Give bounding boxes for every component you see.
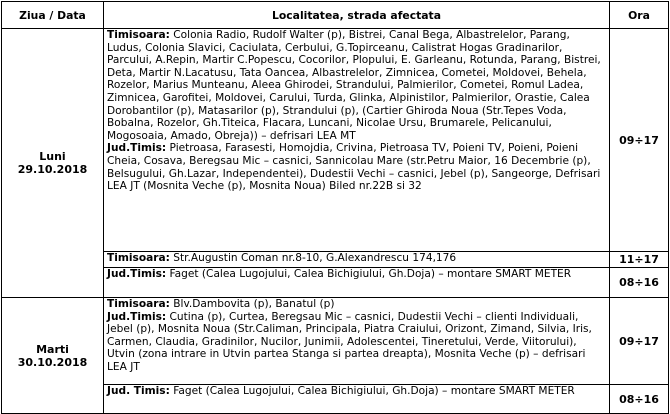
hours-cell: 09÷17	[610, 298, 669, 385]
header-row	[2, 2, 669, 29]
header-hours: Ora	[610, 2, 669, 29]
hours-cell: 08÷16	[610, 385, 669, 414]
day-date: 30.10.2018	[17, 355, 88, 369]
location-block	[107, 142, 606, 192]
location-text: Blv.Dambovita (p), Banatul (p)	[169, 298, 335, 310]
table-row	[2, 298, 669, 385]
location-cell	[104, 252, 610, 268]
region-label: Jud.Timis:	[107, 268, 167, 280]
location-text: Colonia Radio, Rudolf Walter (p), Bistrei, Canal Bega, Albastrelelor, Parang, Ludus, Colonia Slavici, Caciulata, Cerbului, G.Topirceanu, Calistrat Hogas Gradinarilor, Parcului, A.Repin, Martir C.Popescu, Cocorilor, Plopului, E. Garleanu, Rotunda, Parang, Bistrei, Deta, Martir N.Lacatusu, Tata Oancea, Albastrelelor, Zimnicea, Cometei, Moldovei, Behela, Rozelor, Marius Munteanu, Aleea Ghirodei, Strandului, Palmierilor, Cometei, Romul Ladea, Zimnicea, Garofitei, Moldovei, Carului, Turda, Glinka, Alpinistilor, Palmierilor, Orastie, Calea Dorobantilor (p), Matasarilor (p), Strandului (p), (Cartier Ghiroda Noua (Str.Tepes Voda, Bobalna, Rozelor, Gh.Titeica, Flacara, Luncani, Nicolae Ursu, Brumarele, Pelicanului, Mogosoaia, Amado, Obreja)) – defrisari LEA MT	[107, 29, 601, 142]
region-label: Jud.Timis:	[107, 142, 167, 155]
region-label: Jud. Timis:	[107, 385, 170, 397]
location-cell	[104, 268, 610, 298]
location-block	[107, 311, 606, 374]
location-cell	[104, 385, 610, 414]
day-name: Marti	[36, 342, 69, 356]
region-label: Timisoara:	[107, 29, 170, 41]
hours-cell: 09÷17	[610, 29, 669, 252]
date-cell	[2, 29, 104, 298]
location-block	[107, 298, 606, 311]
location-block	[107, 252, 606, 265]
location-cell	[104, 29, 610, 252]
day-date: 29.10.2018	[17, 163, 88, 176]
location-block	[107, 29, 606, 142]
location-text: Str.Augustin Coman nr.8-10, G.Alexandrescu 174,176	[169, 252, 457, 264]
location-block	[107, 268, 606, 281]
hours-cell: 11÷17	[610, 252, 669, 268]
outage-table	[1, 1, 669, 414]
region-label: Timisoara:	[107, 252, 170, 264]
hours-cell: 08÷16	[610, 268, 669, 298]
header-day-date: Ziua / Data	[2, 2, 104, 29]
location-block	[107, 385, 606, 398]
location-text: Cutina (p), Curtea, Beregsau Mic – casnici, Dudestii Vechi – clienti Individuali, Jebel (p), Mosnita Noua (Str.Caliman, Principala, Piatra Craiului, Orizont, Zimand, Silvia, Iris, Carmen, Claudia, Gradinilor, Nucilor, Junimii, Adolescentei, Tineretului, Verde, Viitorului), Utvin (zona intrare in Utvin partea Stanga si partea dreapta), Mosnita Veche (p) – defrisari LEA JT	[107, 310, 592, 373]
region-label: Timisoara:	[107, 298, 170, 310]
location-text: Pietroasa, Farasesti, Homojdia, Crivina, Pietroasa TV, Poieni TV, Poieni, Poieni Cheia, Cosava, Beregsau Mic – casnici, Sannicolau Mare (str.Petru Maior, 16 Decembrie (p), Belsugului, Gh.Lazar, Independentei), Dudestii Vechi – casnici, Jebel (p), Sangeorge, Defrisari LEA JT (Mosnita Veche (p), Mosnita Noua) Biled nr.22B si 32	[107, 142, 601, 193]
day-name: Luni	[39, 150, 66, 163]
date-cell	[2, 298, 104, 414]
table-row	[2, 29, 669, 252]
header-location: Localitatea, strada afectata	[104, 2, 610, 29]
region-label: Jud.Timis:	[107, 310, 167, 323]
location-text: Faget (Calea Lugojului, Calea Bichigiului, Gh.Doja) – montare SMART METER	[169, 385, 575, 397]
location-cell	[104, 298, 610, 385]
location-text: Faget (Calea Lugojului, Calea Bichigiului, Gh.Doja) – montare SMART METER	[166, 268, 572, 280]
